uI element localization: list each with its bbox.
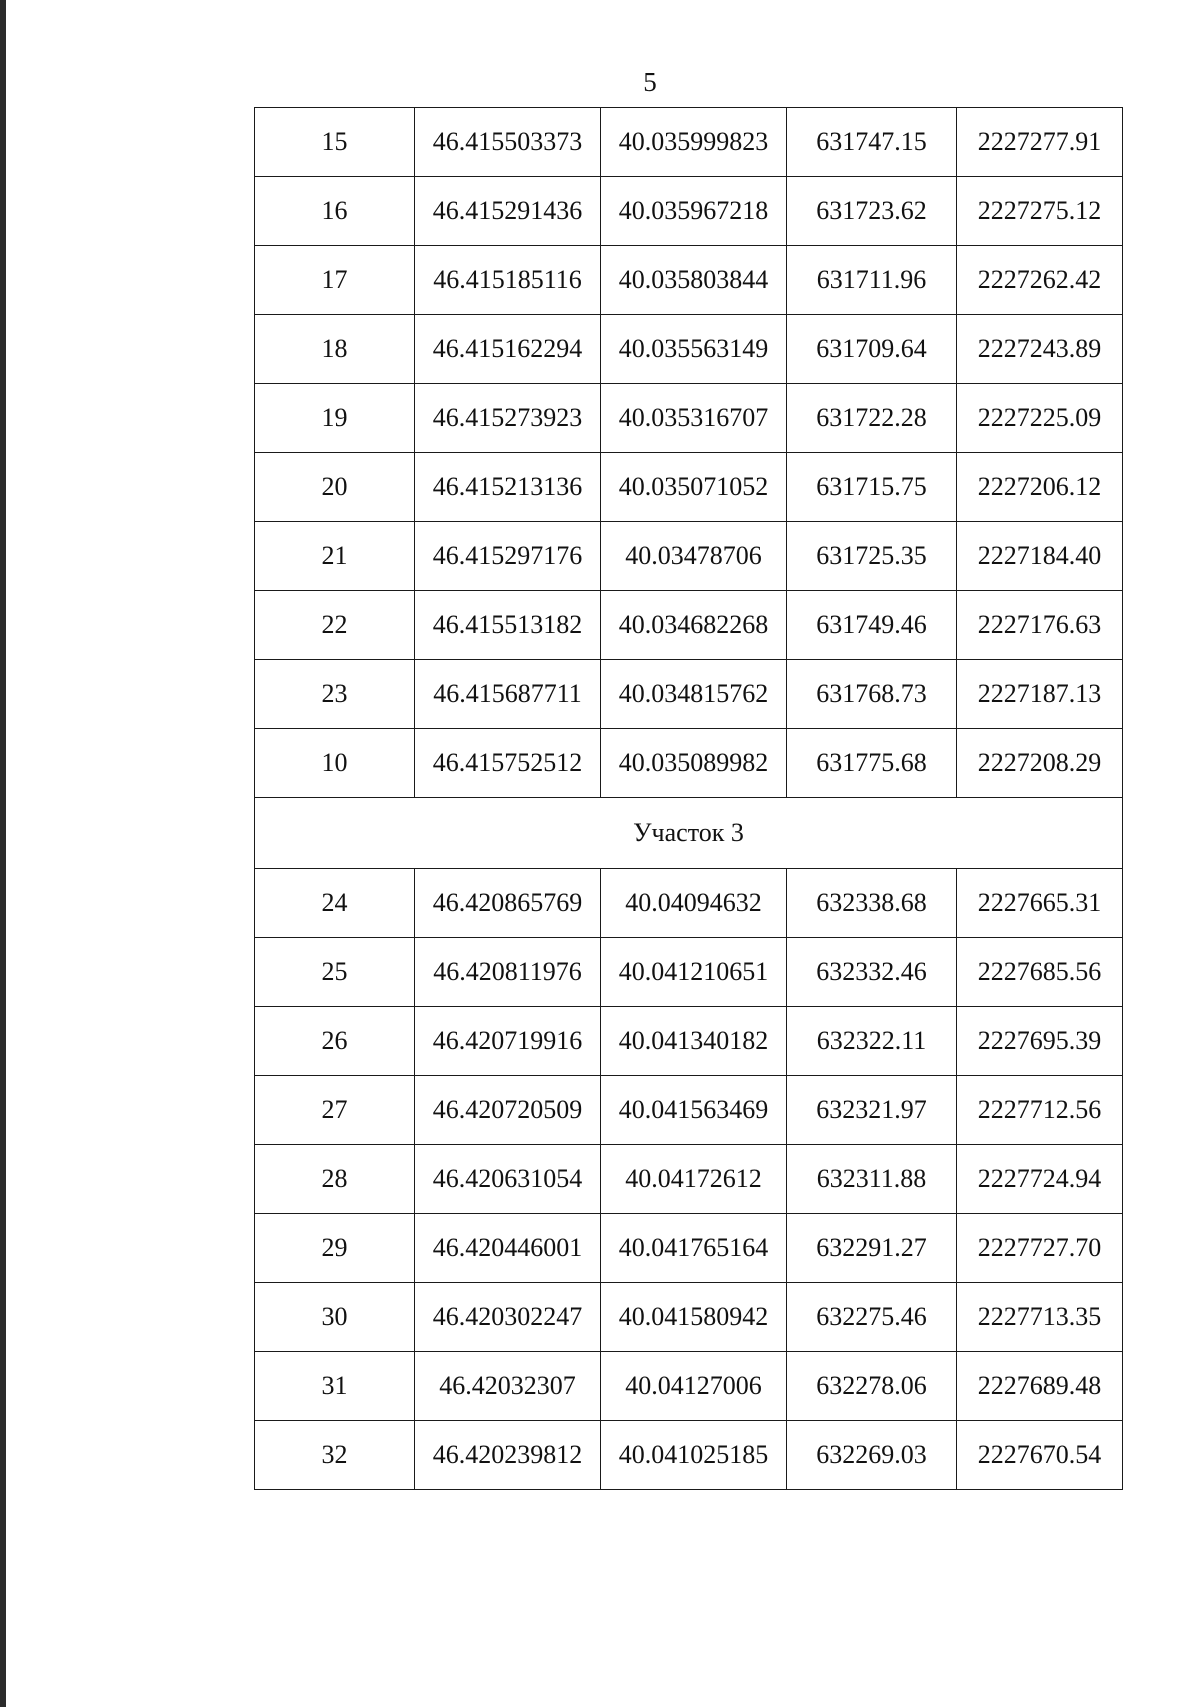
table-row: [255, 246, 1123, 315]
longitude-cell: 40.041210651: [601, 938, 787, 1007]
y-coordinate-cell: 2227670.54: [957, 1421, 1123, 1490]
y-coordinate-cell: 2227712.56: [957, 1076, 1123, 1145]
coordinates-table: [254, 107, 1123, 1490]
point-number-cell: 10: [255, 729, 415, 798]
x-coordinate-cell: 632291.27: [787, 1214, 957, 1283]
point-number-cell: 22: [255, 591, 415, 660]
longitude-cell: 40.035089982: [601, 729, 787, 798]
y-coordinate-cell: 2227275.12: [957, 177, 1123, 246]
latitude-cell: 46.415687711: [415, 660, 601, 729]
x-coordinate-cell: 632322.11: [787, 1007, 957, 1076]
y-coordinate-cell: 2227176.63: [957, 591, 1123, 660]
point-number-cell: 19: [255, 384, 415, 453]
longitude-cell: 40.04094632: [601, 869, 787, 938]
point-number-cell: 25: [255, 938, 415, 1007]
x-coordinate-cell: 632338.68: [787, 869, 957, 938]
longitude-cell: 40.035803844: [601, 246, 787, 315]
y-coordinate-cell: 2227724.94: [957, 1145, 1123, 1214]
section-header-row: [255, 798, 1123, 869]
y-coordinate-cell: 2227713.35: [957, 1283, 1123, 1352]
latitude-cell: 46.420446001: [415, 1214, 601, 1283]
x-coordinate-cell: 632269.03: [787, 1421, 957, 1490]
table-row: [255, 1145, 1123, 1214]
longitude-cell: 40.034682268: [601, 591, 787, 660]
point-number-cell: 17: [255, 246, 415, 315]
longitude-cell: 40.041580942: [601, 1283, 787, 1352]
point-number-cell: 23: [255, 660, 415, 729]
x-coordinate-cell: 631722.28: [787, 384, 957, 453]
point-number-cell: 26: [255, 1007, 415, 1076]
y-coordinate-cell: 2227187.13: [957, 660, 1123, 729]
latitude-cell: 46.415213136: [415, 453, 601, 522]
longitude-cell: 40.041340182: [601, 1007, 787, 1076]
latitude-cell: 46.415752512: [415, 729, 601, 798]
longitude-cell: 40.04127006: [601, 1352, 787, 1421]
latitude-cell: 46.420239812: [415, 1421, 601, 1490]
y-coordinate-cell: 2227262.42: [957, 246, 1123, 315]
point-number-cell: 20: [255, 453, 415, 522]
latitude-cell: 46.420811976: [415, 938, 601, 1007]
table-row: [255, 1421, 1123, 1490]
point-number-cell: 27: [255, 1076, 415, 1145]
longitude-cell: 40.035999823: [601, 108, 787, 177]
point-number-cell: 30: [255, 1283, 415, 1352]
x-coordinate-cell: 632321.97: [787, 1076, 957, 1145]
y-coordinate-cell: 2227689.48: [957, 1352, 1123, 1421]
longitude-cell: 40.034815762: [601, 660, 787, 729]
table-row: [255, 729, 1123, 798]
y-coordinate-cell: 2227277.91: [957, 108, 1123, 177]
y-coordinate-cell: 2227206.12: [957, 453, 1123, 522]
latitude-cell: 46.420720509: [415, 1076, 601, 1145]
page-number: 5: [643, 67, 657, 97]
x-coordinate-cell: 632311.88: [787, 1145, 957, 1214]
longitude-cell: 40.03478706: [601, 522, 787, 591]
table-row: [255, 315, 1123, 384]
latitude-cell: 46.415503373: [415, 108, 601, 177]
longitude-cell: 40.041765164: [601, 1214, 787, 1283]
y-coordinate-cell: 2227695.39: [957, 1007, 1123, 1076]
point-number-cell: 21: [255, 522, 415, 591]
longitude-cell: 40.035967218: [601, 177, 787, 246]
x-coordinate-cell: 632275.46: [787, 1283, 957, 1352]
table-row: [255, 177, 1123, 246]
latitude-cell: 46.420631054: [415, 1145, 601, 1214]
coordinates-table-body: [255, 108, 1123, 1490]
section-title: Участок 3: [255, 798, 1123, 869]
table-row: [255, 938, 1123, 1007]
table-row: [255, 1283, 1123, 1352]
x-coordinate-cell: 631725.35: [787, 522, 957, 591]
table-row: [255, 1007, 1123, 1076]
table-row: [255, 384, 1123, 453]
x-coordinate-cell: 631749.46: [787, 591, 957, 660]
latitude-cell: 46.415291436: [415, 177, 601, 246]
point-number-cell: 18: [255, 315, 415, 384]
x-coordinate-cell: 631709.64: [787, 315, 957, 384]
latitude-cell: 46.42032307: [415, 1352, 601, 1421]
y-coordinate-cell: 2227685.56: [957, 938, 1123, 1007]
y-coordinate-cell: 2227727.70: [957, 1214, 1123, 1283]
x-coordinate-cell: 632332.46: [787, 938, 957, 1007]
table-row: [255, 869, 1123, 938]
latitude-cell: 46.415162294: [415, 315, 601, 384]
point-number-cell: 32: [255, 1421, 415, 1490]
point-number-cell: 24: [255, 869, 415, 938]
table-row: [255, 453, 1123, 522]
y-coordinate-cell: 2227243.89: [957, 315, 1123, 384]
scan-edge: [0, 0, 6, 1707]
latitude-cell: 46.415273923: [415, 384, 601, 453]
table-row: [255, 1352, 1123, 1421]
x-coordinate-cell: 631723.62: [787, 177, 957, 246]
y-coordinate-cell: 2227225.09: [957, 384, 1123, 453]
longitude-cell: 40.035071052: [601, 453, 787, 522]
latitude-cell: 46.415297176: [415, 522, 601, 591]
point-number-cell: 29: [255, 1214, 415, 1283]
x-coordinate-cell: 631768.73: [787, 660, 957, 729]
longitude-cell: 40.035563149: [601, 315, 787, 384]
longitude-cell: 40.041563469: [601, 1076, 787, 1145]
y-coordinate-cell: 2227184.40: [957, 522, 1123, 591]
table-row: [255, 108, 1123, 177]
x-coordinate-cell: 632278.06: [787, 1352, 957, 1421]
point-number-cell: 28: [255, 1145, 415, 1214]
point-number-cell: 16: [255, 177, 415, 246]
latitude-cell: 46.420865769: [415, 869, 601, 938]
y-coordinate-cell: 2227208.29: [957, 729, 1123, 798]
x-coordinate-cell: 631747.15: [787, 108, 957, 177]
table-row: [255, 522, 1123, 591]
longitude-cell: 40.035316707: [601, 384, 787, 453]
point-number-cell: 15: [255, 108, 415, 177]
table-row: [255, 1076, 1123, 1145]
table-row: [255, 591, 1123, 660]
x-coordinate-cell: 631715.75: [787, 453, 957, 522]
longitude-cell: 40.04172612: [601, 1145, 787, 1214]
table-row: [255, 660, 1123, 729]
latitude-cell: 46.420719916: [415, 1007, 601, 1076]
y-coordinate-cell: 2227665.31: [957, 869, 1123, 938]
point-number-cell: 31: [255, 1352, 415, 1421]
x-coordinate-cell: 631775.68: [787, 729, 957, 798]
x-coordinate-cell: 631711.96: [787, 246, 957, 315]
latitude-cell: 46.415185116: [415, 246, 601, 315]
longitude-cell: 40.041025185: [601, 1421, 787, 1490]
table-row: [255, 1214, 1123, 1283]
latitude-cell: 46.415513182: [415, 591, 601, 660]
latitude-cell: 46.420302247: [415, 1283, 601, 1352]
